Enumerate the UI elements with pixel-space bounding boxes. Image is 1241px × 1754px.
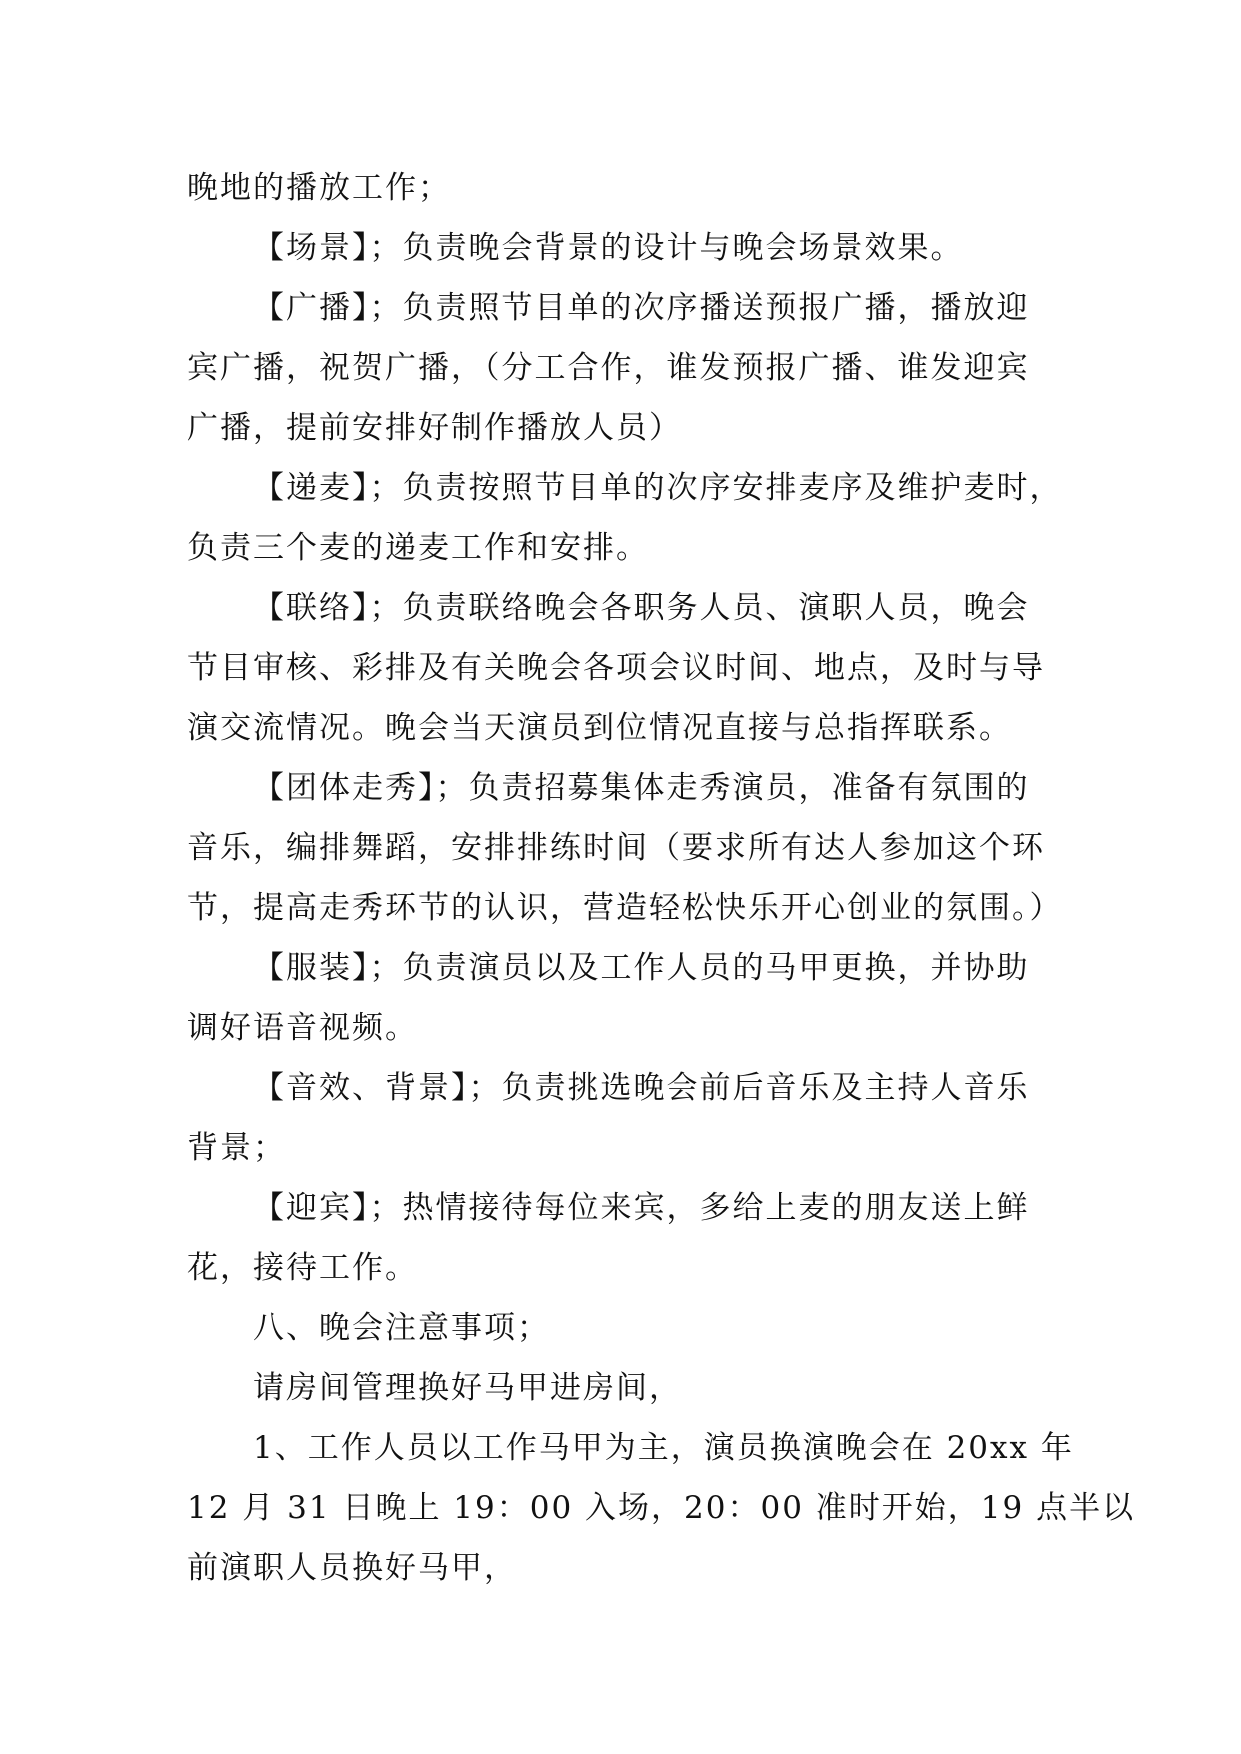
text-line: 音乐，编排舞蹈，安排排练时间（要求所有达人参加这个环	[187, 830, 1045, 866]
document-body	[187, 158, 1136, 1598]
text-line: 调好语音视频。	[187, 1010, 418, 1046]
text-line: 负责三个麦的递麦工作和安排。	[187, 530, 649, 566]
text-line: 12 月 31 日晚上 19：00 入场，20：00 准时开始，19 点半以	[187, 1490, 1136, 1526]
text-line: 节目审核、彩排及有关晚会各项会议时间、地点，及时与导	[187, 650, 1045, 686]
text-line: 【团体走秀】；负责招募集体走秀演员，准备有氛围的	[253, 770, 1030, 806]
text-line: 1、工作人员以工作马甲为主，演员换演晚会在 20xx 年	[253, 1430, 1074, 1466]
text-line: 晚地的播放工作；	[187, 170, 451, 206]
text-line: 【广播】；负责照节目单的次序播送预报广播，播放迎	[253, 290, 1030, 326]
text-line: 【递麦】；负责按照节目单的次序安排麦序及维护麦时，	[253, 470, 1063, 506]
text-line: 背景；	[187, 1130, 286, 1166]
text-line: 【场景】；负责晚会背景的设计与晚会场景效果。	[253, 230, 964, 266]
text-line: 八、晚会注意事项；	[253, 1310, 550, 1346]
text-line: 前演职人员换好马甲，	[187, 1550, 517, 1586]
text-line: 【联络】；负责联络晚会各职务人员、演职人员，晚会	[253, 590, 1030, 626]
text-line: 请房间管理换好马甲进房间，	[253, 1370, 682, 1406]
text-line: 广播，提前安排好制作播放人员）	[187, 410, 682, 446]
text-line: 节，提高走秀环节的认识，营造轻松快乐开心创业的氛围。）	[187, 890, 1063, 926]
text-line: 【音效、背景】；负责挑选晚会前后音乐及主持人音乐	[253, 1070, 1030, 1106]
text-line: 宾广播，祝贺广播，（分工合作，谁发预报广播、谁发迎宾	[187, 350, 1030, 386]
text-line: 【服装】；负责演员以及工作人员的马甲更换，并协助	[253, 950, 1030, 986]
text-line: 花，接待工作。	[187, 1250, 418, 1286]
text-line: 演交流情况。晚会当天演员到位情况直接与总指挥联系。	[187, 710, 1012, 746]
text-line: 【迎宾】；热情接待每位来宾，多给上麦的朋友送上鲜	[253, 1190, 1030, 1226]
